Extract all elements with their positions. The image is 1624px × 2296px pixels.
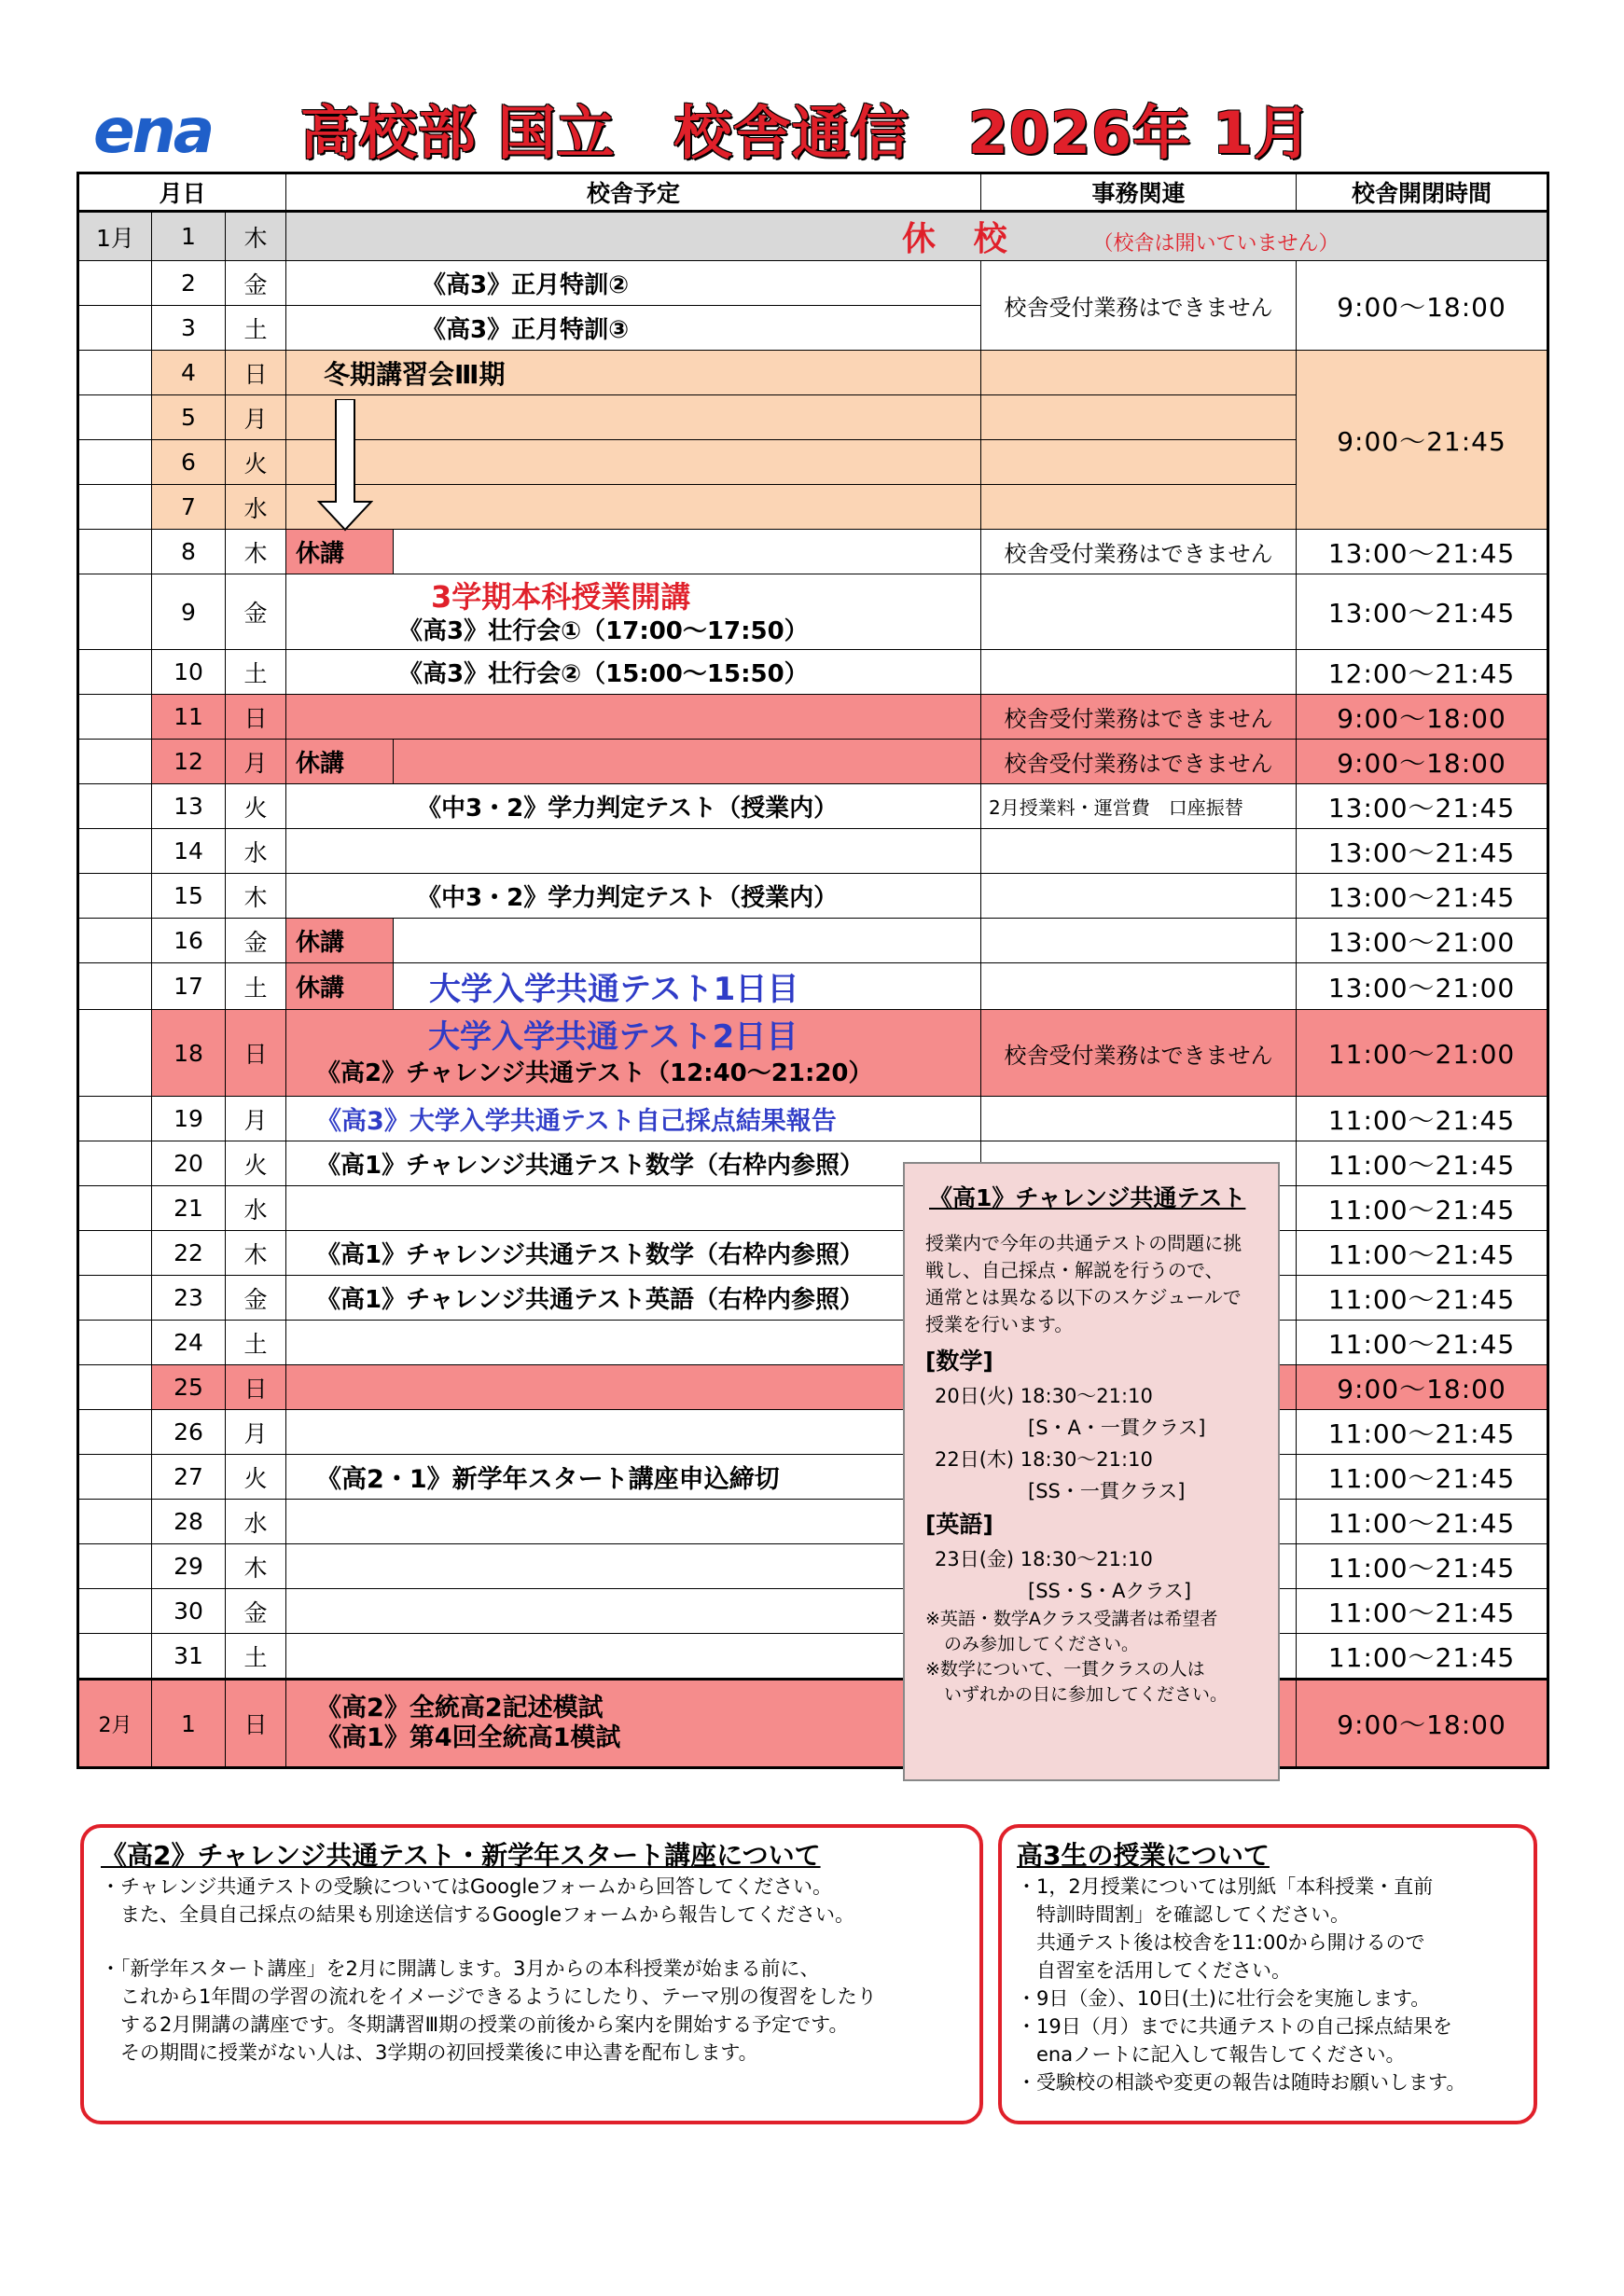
dow-cell: 金 [226,261,286,306]
plan-cell [286,1455,981,1500]
month-cell [78,1186,152,1231]
jimu-cell: 校舎受付業務はできません [981,261,1297,351]
day-cell: 27 [152,1455,226,1500]
table-row [78,261,1548,306]
day-cell: 2 [152,261,226,306]
plan-cell [286,695,981,740]
time-cell: 11:00～21:45 [1297,1544,1548,1589]
plan-cell [286,874,981,919]
day-cell: 14 [152,829,226,874]
table-row [78,1544,1548,1589]
time-cell: 9:00～21:45 [1297,351,1548,530]
time-cell: 9:00～18:00 [1297,261,1548,351]
dow-cell: 金 [226,919,286,963]
day-cell: 29 [152,1544,226,1589]
month-cell [78,740,152,784]
day-cell: 25 [152,1365,226,1410]
dow-cell: 水 [226,829,286,874]
dow-cell: 火 [226,1455,286,1500]
time-cell: 13:00～21:00 [1297,963,1548,1010]
plan-cell [286,395,981,440]
dow-cell: 火 [226,1141,286,1186]
plan-text: 《高3》正月特訓② [422,271,630,299]
plan-cell [286,261,981,306]
month-cell [78,1455,152,1500]
jimu-cell [981,874,1297,919]
day-cell: 3 [152,306,226,351]
note-box-koko3 [998,1824,1537,2124]
month-cell [78,1589,152,1634]
closed-cell [286,212,1548,261]
day-cell: 31 [152,1634,226,1680]
plan-cell [286,530,981,574]
plan-cell [286,1544,981,1589]
table-row [78,784,1548,829]
dow-cell: 日 [226,1365,286,1410]
dow-cell: 土 [226,963,286,1010]
plan-text: 《中3・2》学力判定テスト（授業内） [417,884,839,912]
day-cell: 12 [152,740,226,784]
info-note: ※英語・数学Aクラス受講者は希望者 [925,1609,1218,1629]
time-cell: 11:00～21:45 [1297,1276,1548,1321]
month-cell [78,261,152,306]
dow-cell: 水 [226,1186,286,1231]
time-cell: 11:00～21:45 [1297,1410,1548,1455]
math-line: [S・A・一貫クラス] [1028,1417,1206,1439]
header-jimu: 事務関連 [981,173,1297,212]
plan-cell [286,1010,981,1097]
table-row [78,1410,1548,1455]
table-header-row [78,173,1548,212]
day-cell: 15 [152,874,226,919]
table-row [78,1231,1548,1276]
month-cell [78,963,152,1010]
month-cell [78,530,152,574]
page-title: 高校部 国立 校舎通信 2026年 1月 [300,99,1312,167]
jimu-cell [981,440,1297,485]
plan-cell [286,1410,981,1455]
jimu-cell [981,574,1297,650]
note-spacer [101,1929,963,1955]
dow-cell: 水 [226,485,286,530]
jimu-cell: 校舎受付業務はできません [981,740,1297,784]
dow-cell: 木 [226,1544,286,1589]
day-cell: 17 [152,963,226,1010]
dow-cell: 金 [226,1589,286,1634]
plan-text: 《高2》全統高2記述模試 [316,1694,604,1722]
day-cell: 5 [152,395,226,440]
time-cell: 13:00～21:45 [1297,784,1548,829]
header-plan: 校舎予定 [286,173,981,212]
note-line: ・19日（月）までに共通テストの自己採点結果を [1017,2015,1452,2038]
day-cell: 30 [152,1589,226,1634]
month-cell [78,395,152,440]
jimu-cell: 校舎受付業務はできません [981,1010,1297,1097]
time-cell: 11:00～21:45 [1297,1321,1548,1365]
note-line: これから1年間の学習の流れをイメージできるようにしたり、テーマ別の復習をしたり [101,1985,877,2008]
table-row [78,1455,1548,1500]
day-cell: 11 [152,695,226,740]
day-cell: 9 [152,574,226,650]
table-row [78,1500,1548,1544]
table-row [78,1680,1548,1768]
note-line: ・9日（金）、10日(土)に壮行会を実施します。 [1017,1987,1431,2010]
dow-cell: 土 [226,650,286,695]
month-cell [78,1544,152,1589]
time-cell: 11:00～21:45 [1297,1186,1548,1231]
english-heading: [英語] [925,1511,993,1538]
plan-cell [286,784,981,829]
month-cell [78,874,152,919]
time-cell: 9:00～18:00 [1297,1365,1548,1410]
table-row [78,1097,1548,1141]
plan-cell [286,1097,981,1141]
note-line: ・受験校の相談や変更の報告は随時お願いします。 [1017,2071,1466,2094]
time-cell: 11:00～21:45 [1297,1097,1548,1141]
jimu-cell: 校舎受付業務はできません [981,530,1297,574]
plan-blue-small: 《高3》大学入学共通テスト自己採点結果報告 [316,1107,837,1136]
note-line: また、全員自己採点の結果も別途送信するGoogleフォームから報告してください。 [101,1903,855,1926]
note-line: ・「新学年スタート講座」を2月に開講します。3月からの本科授業が始まる前に、 [101,1957,820,1980]
day-cell: 20 [152,1141,226,1186]
time-cell: 13:00～21:45 [1297,874,1548,919]
time-cell: 13:00～21:00 [1297,919,1548,963]
plan-text: 《高1》チャレンジ共通テスト数学（右枠内参照） [316,1152,865,1180]
plan-cell [286,740,981,784]
note-line: その期間に授業がない人は、3学期の初回授業後に申込書を配布します。 [101,2041,758,2064]
dow-cell: 月 [226,395,286,440]
ena-logo [93,95,257,167]
time-cell: 13:00～21:45 [1297,829,1548,874]
time-cell: 11:00～21:45 [1297,1500,1548,1544]
table-row [78,351,1548,395]
month-cell [78,1410,152,1455]
plan-cell [286,306,981,351]
dow-cell: 月 [226,1410,286,1455]
month-cell [78,1141,152,1186]
info-title: 《高1》チャレンジ共通テスト [929,1184,1246,1211]
note-line: ・チャレンジ共通テストの受験についてはGoogleフォームから回答してください。 [101,1875,833,1898]
math-line: [SS・一貫クラス] [1028,1480,1186,1502]
dow-cell: 月 [226,740,286,784]
table-row [78,1365,1548,1410]
plan-cell [286,351,981,395]
dow-cell: 日 [226,351,286,395]
time-cell: 11:00～21:45 [1297,1141,1548,1186]
dow-cell: 日 [226,695,286,740]
plan-cell [286,1231,981,1276]
info-note: ※数学について、一貫クラスの人は [925,1659,1205,1680]
note-line: enaノートに記入して報告してください。 [1017,2043,1406,2066]
english-line: [SS・S・Aクラス] [1028,1580,1192,1602]
day-cell: 22 [152,1231,226,1276]
plan-cell [286,829,981,874]
dow-cell: 木 [226,530,286,574]
month-cell [78,1634,152,1680]
down-arrow-icon [317,399,373,532]
time-cell: 12:00～21:45 [1297,650,1548,695]
plan-text: 《高3》正月特訓③ [422,316,630,344]
time-cell: 11:00～21:00 [1297,1010,1548,1097]
table-row [78,1634,1548,1680]
plan-cell [286,650,981,695]
dow-cell: 土 [226,306,286,351]
table-row [78,740,1548,784]
plan-cell [286,1365,981,1410]
math-heading: [数学] [925,1348,993,1375]
day-cell: 24 [152,1321,226,1365]
note-line: 特訓時間割」を確認してください。 [1017,1903,1350,1926]
jimu-cell [981,485,1297,530]
plan-cell [286,440,981,485]
jimu-cell [981,395,1297,440]
table-row [78,212,1548,261]
day-cell: 4 [152,351,226,395]
plan-cell [286,1141,981,1186]
plan-red: 3学期本科授業開講 [431,578,691,615]
jimu-cell: 2月授業料・運営費 口座振替 [981,784,1297,829]
note-box-challenge-test [80,1824,983,2124]
plan-text: 《中3・2》学力判定テスト（授業内） [417,795,839,823]
month-cell [78,919,152,963]
day-cell: 13 [152,784,226,829]
time-cell: 9:00～18:00 [1297,695,1548,740]
table-row [78,874,1548,919]
day-cell: 19 [152,1097,226,1141]
page-header [93,95,1548,167]
closed-note: （校舎は開いていません） [1092,232,1339,256]
day-cell: 1 [152,212,226,261]
plan-cell [286,919,981,963]
kyuko-tag: 休講 [286,919,394,962]
plan-blue: 大学入学共通テスト1日目 [429,971,799,1008]
plan-cell [286,1634,981,1680]
time-cell: 9:00～18:00 [1297,1680,1548,1768]
dow-cell: 日 [226,1680,286,1768]
plan-text-2: 《高1》第4回全統高1模試 [316,1723,621,1752]
table-row [78,1276,1548,1321]
table-row [78,919,1548,963]
day-cell: 1 [152,1680,226,1768]
jimu-cell [981,650,1297,695]
closed-label: 休 校 [902,220,1020,258]
info-note: のみ参加してください。 [944,1634,1140,1654]
time-cell: 11:00～21:45 [1297,1589,1548,1634]
table-row [78,650,1548,695]
day-cell: 23 [152,1276,226,1321]
dow-cell: 土 [226,1634,286,1680]
table-row [78,1321,1548,1365]
month-cell [78,650,152,695]
plan-text: 冬期講習会Ⅲ期 [324,358,506,390]
time-cell: 13:00～21:45 [1297,530,1548,574]
logo-text: ena [93,95,213,167]
plan-cell [286,1276,981,1321]
dow-cell: 金 [226,574,286,650]
header-date: 月日 [78,173,286,212]
table-row [78,574,1548,650]
schedule-table [76,172,1549,1769]
month-cell [78,351,152,395]
jimu-cell [981,963,1297,1010]
dow-cell: 土 [226,1321,286,1365]
note-line: 共通テスト後は校舎を11:00から開けるので [1017,1931,1425,1954]
plan-text: 《高1》チャレンジ共通テスト数学（右枠内参照） [316,1241,865,1269]
plan-text: 《高2・1》新学年スタート講座申込締切 [316,1465,780,1494]
plan-cell [286,963,981,1010]
table-row [78,963,1548,1010]
day-cell: 28 [152,1500,226,1544]
month-cell [78,1097,152,1141]
info-note: いずれかの日に参加してください。 [944,1684,1228,1705]
month-cell [78,829,152,874]
dow-cell: 木 [226,1231,286,1276]
day-cell: 7 [152,485,226,530]
time-cell: 11:00～21:45 [1297,1455,1548,1500]
header-time: 校舎開閉時間 [1297,173,1548,212]
kyuko-tag: 休講 [286,740,394,783]
month-cell: 1月 [78,212,152,261]
time-cell: 13:00～21:45 [1297,574,1548,650]
month-cell [78,440,152,485]
kyuko-tag: 休講 [286,530,394,574]
note-title: 高3生の授業について [1017,1840,1270,1871]
plan-cell [286,485,981,530]
dow-cell: 月 [226,1097,286,1141]
month-cell [78,485,152,530]
dow-cell: 木 [226,212,286,261]
month-cell [78,1500,152,1544]
month-cell [78,1276,152,1321]
note-line: する2月開講の講座です。冬期講習Ⅲ期の授業の前後から案内を開始する予定です。 [101,2013,849,2036]
dow-cell: 木 [226,874,286,919]
info-body: 授業内で今年の共通テストの問題に挑 戦し、自己採点・解説を行うので、 通常とは異なる以下のスケジュールで 授業を行います。 [925,1232,1242,1335]
month-cell [78,695,152,740]
month-cell [78,1321,152,1365]
english-line: 23日(金) 18:30～21:10 [935,1548,1153,1570]
day-cell: 21 [152,1186,226,1231]
plan-text: 《高2》チャレンジ共通テスト（12:40～21:20） [316,1058,873,1087]
note-line: 自習室を活用してください。 [1017,1959,1291,1982]
time-cell: 11:00～21:45 [1297,1634,1548,1680]
table-row [78,829,1548,874]
day-cell: 8 [152,530,226,574]
plan-cell [286,574,981,650]
day-cell: 6 [152,440,226,485]
dow-cell: 日 [226,1010,286,1097]
day-cell: 26 [152,1410,226,1455]
month-cell [78,306,152,351]
plan-text: 《高1》チャレンジ共通テスト英語（右枠内参照） [316,1286,865,1314]
plan-cell [286,1500,981,1544]
plan-cell [286,1680,981,1768]
dow-cell: 火 [226,440,286,485]
table-row [78,1186,1548,1231]
jimu-cell [981,351,1297,395]
table-row [78,695,1548,740]
jimu-cell [981,1097,1297,1141]
plan-cell [286,1186,981,1231]
challenge-test-info-box [903,1162,1280,1781]
dow-cell: 水 [226,1500,286,1544]
month-cell [78,784,152,829]
time-cell: 9:00～18:00 [1297,740,1548,784]
jimu-cell [981,919,1297,963]
month-cell [78,574,152,650]
jimu-cell: 校舎受付業務はできません [981,695,1297,740]
plan-text: 《高3》壮行会②（15:00～15:50） [398,660,809,688]
dow-cell: 火 [226,784,286,829]
month-cell: 2月 [78,1680,152,1768]
month-cell [78,1010,152,1097]
table-row [78,1141,1548,1186]
note-title: 《高2》チャレンジ共通テスト・新学年スタート講座について [101,1840,821,1871]
plan-text: 《高3》壮行会①（17:00～17:50） [398,616,809,645]
table-row [78,1010,1548,1097]
note-line: ・1，2月授業については別紙「本科授業・直前 [1017,1875,1434,1898]
day-cell: 16 [152,919,226,963]
kyuko-tag: 休講 [286,963,394,1009]
month-cell [78,1365,152,1410]
math-line: 22日(木) 18:30～21:10 [935,1448,1153,1471]
math-line: 20日(火) 18:30～21:10 [935,1385,1153,1407]
table-row [78,1589,1548,1634]
table-row [78,530,1548,574]
dow-cell: 金 [226,1276,286,1321]
plan-blue: 大学入学共通テスト2日目 [428,1017,798,1056]
day-cell: 18 [152,1010,226,1097]
plan-cell [286,1321,981,1365]
day-cell: 10 [152,650,226,695]
time-cell: 11:00～21:45 [1297,1231,1548,1276]
plan-cell [286,1589,981,1634]
month-cell [78,1231,152,1276]
jimu-cell [981,829,1297,874]
